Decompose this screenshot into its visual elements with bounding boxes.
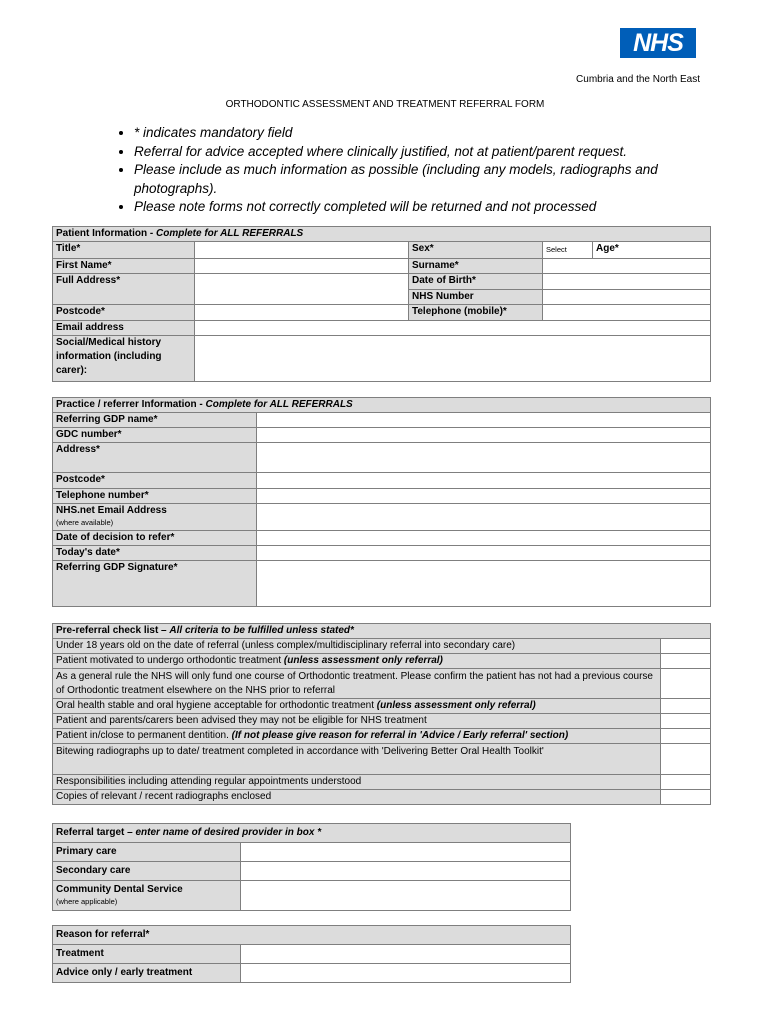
treatment-label: Treatment <box>53 945 241 964</box>
practice-postcode-field[interactable] <box>257 473 711 489</box>
practice-address-label: Address* <box>53 443 257 473</box>
practice-telephone-field[interactable] <box>257 489 711 504</box>
social-medical-field[interactable] <box>195 336 711 382</box>
list-item: • Please note forms not correctly completed will be returned and not processed <box>134 198 714 217</box>
checklist-checkbox[interactable] <box>661 775 711 790</box>
checklist-checkbox[interactable] <box>661 744 711 775</box>
community-dental-label: Community Dental Service (where applicable) <box>53 881 241 911</box>
instructions-list <box>112 124 714 217</box>
checklist-item: Patient in/close to permanent dentition. (If not please give reason for referral in 'Advice / Early referral' section) <box>53 729 661 744</box>
region-name: Cumbria and the North East <box>576 74 700 85</box>
checklist-item: Under 18 years old on the date of referral (unless complex/multidisciplinary referral into secondary care) <box>53 639 661 654</box>
gdc-number-label: GDC number* <box>53 428 257 443</box>
email-field[interactable] <box>195 321 711 336</box>
practice-postcode-label: Postcode* <box>53 473 257 489</box>
list-item: • * indicates mandatory field <box>134 124 714 143</box>
practice-telephone-label: Telephone number* <box>53 489 257 504</box>
nhs-logo: NHS <box>620 28 696 58</box>
todays-date-field[interactable] <box>257 546 711 561</box>
decision-date-field[interactable] <box>257 531 711 546</box>
email-label: Email address <box>53 321 195 336</box>
title-field[interactable] <box>195 242 409 259</box>
treatment-field[interactable] <box>241 945 571 964</box>
signature-field[interactable] <box>257 561 711 607</box>
primary-care-field[interactable] <box>241 843 571 862</box>
nhs-email-label: NHS.net Email Address (where available) <box>53 504 257 531</box>
full-address-label: Full Address* <box>53 274 195 305</box>
age-field[interactable]: Age* <box>593 242 711 259</box>
community-dental-field[interactable] <box>241 881 571 911</box>
list-item: • Referral for advice accepted where clinically justified, not at patient/parent request. <box>134 143 714 162</box>
sex-select[interactable]: Select <box>543 242 593 259</box>
list-item: • Please include as much information as possible (including any models, radiographs and photographs). <box>134 161 714 198</box>
practice-info-table <box>52 397 711 607</box>
patient-info-table <box>52 226 711 382</box>
form-title: ORTHODONTIC ASSESSMENT AND TREATMENT REFERRAL FORM <box>225 99 545 110</box>
gdp-name-field[interactable] <box>257 413 711 428</box>
sex-label: Sex* <box>409 242 543 259</box>
postcode-field[interactable] <box>195 305 409 321</box>
secondary-care-label: Secondary care <box>53 862 241 881</box>
title-label: Title* <box>53 242 195 259</box>
advice-label: Advice only / early treatment <box>53 964 241 983</box>
first-name-field[interactable] <box>195 259 409 274</box>
primary-care-label: Primary care <box>53 843 241 862</box>
referral-target-heading: Referral target – enter name of desired provider in box * <box>53 824 571 843</box>
gdp-name-label: Referring GDP name* <box>53 413 257 428</box>
surname-field[interactable] <box>543 259 711 274</box>
checklist-table <box>52 623 711 805</box>
reason-heading: Reason for referral* <box>53 926 571 945</box>
nhs-number-field[interactable] <box>543 290 711 305</box>
social-medical-label: Social/Medical history information (including carer): <box>53 336 195 382</box>
surname-label: Surname* <box>409 259 543 274</box>
nhs-number-label: NHS Number <box>409 290 543 305</box>
checklist-checkbox[interactable] <box>661 790 711 805</box>
referral-target-table <box>52 823 571 911</box>
dob-field[interactable] <box>543 274 711 290</box>
checklist-item: Patient motivated to undergo orthodontic treatment (unless assessment only referral) <box>53 654 661 669</box>
first-name-label: First Name* <box>53 259 195 274</box>
patient-section-heading: Patient Information - Complete for ALL REFERRALS <box>53 227 711 242</box>
checklist-item: Bitewing radiographs up to date/ treatment completed in accordance with 'Delivering Better Oral Health Toolkit' <box>53 744 661 775</box>
checklist-item: Responsibilities including attending regular appointments understood <box>53 775 661 790</box>
reason-table <box>52 925 571 983</box>
dob-label: Date of Birth* <box>409 274 543 290</box>
checklist-checkbox[interactable] <box>661 669 711 699</box>
todays-date-label: Today's date* <box>53 546 257 561</box>
checklist-checkbox[interactable] <box>661 699 711 714</box>
telephone-field[interactable] <box>543 305 711 321</box>
checklist-heading: Pre-referral check list – All criteria to be fulfilled unless stated* <box>53 624 711 639</box>
practice-section-heading: Practice / referrer Information - Complete for ALL REFERRALS <box>53 398 711 413</box>
telephone-label: Telephone (mobile)* <box>409 305 543 321</box>
secondary-care-field[interactable] <box>241 862 571 881</box>
gdc-number-field[interactable] <box>257 428 711 443</box>
checklist-checkbox[interactable] <box>661 639 711 654</box>
checklist-checkbox[interactable] <box>661 729 711 744</box>
full-address-field[interactable] <box>195 274 409 305</box>
postcode-label: Postcode* <box>53 305 195 321</box>
checklist-item: As a general rule the NHS will only fund one course of Orthodontic treatment. Please confirm the patient has not had a previous course of Orthodontic treatment elsewhere on the NHS prior to referral <box>53 669 661 699</box>
practice-address-field[interactable] <box>257 443 711 473</box>
checklist-checkbox[interactable] <box>661 714 711 729</box>
decision-date-label: Date of decision to refer* <box>53 531 257 546</box>
checklist-item: Copies of relevant / recent radiographs enclosed <box>53 790 661 805</box>
checklist-item: Oral health stable and oral hygiene acceptable for orthodontic treatment (unless assessment only referral) <box>53 699 661 714</box>
signature-label: Referring GDP Signature* <box>53 561 257 607</box>
checklist-item: Patient and parents/carers been advised they may not be eligible for NHS treatment <box>53 714 661 729</box>
checklist-checkbox[interactable] <box>661 654 711 669</box>
nhs-email-field[interactable] <box>257 504 711 531</box>
advice-field[interactable] <box>241 964 571 983</box>
